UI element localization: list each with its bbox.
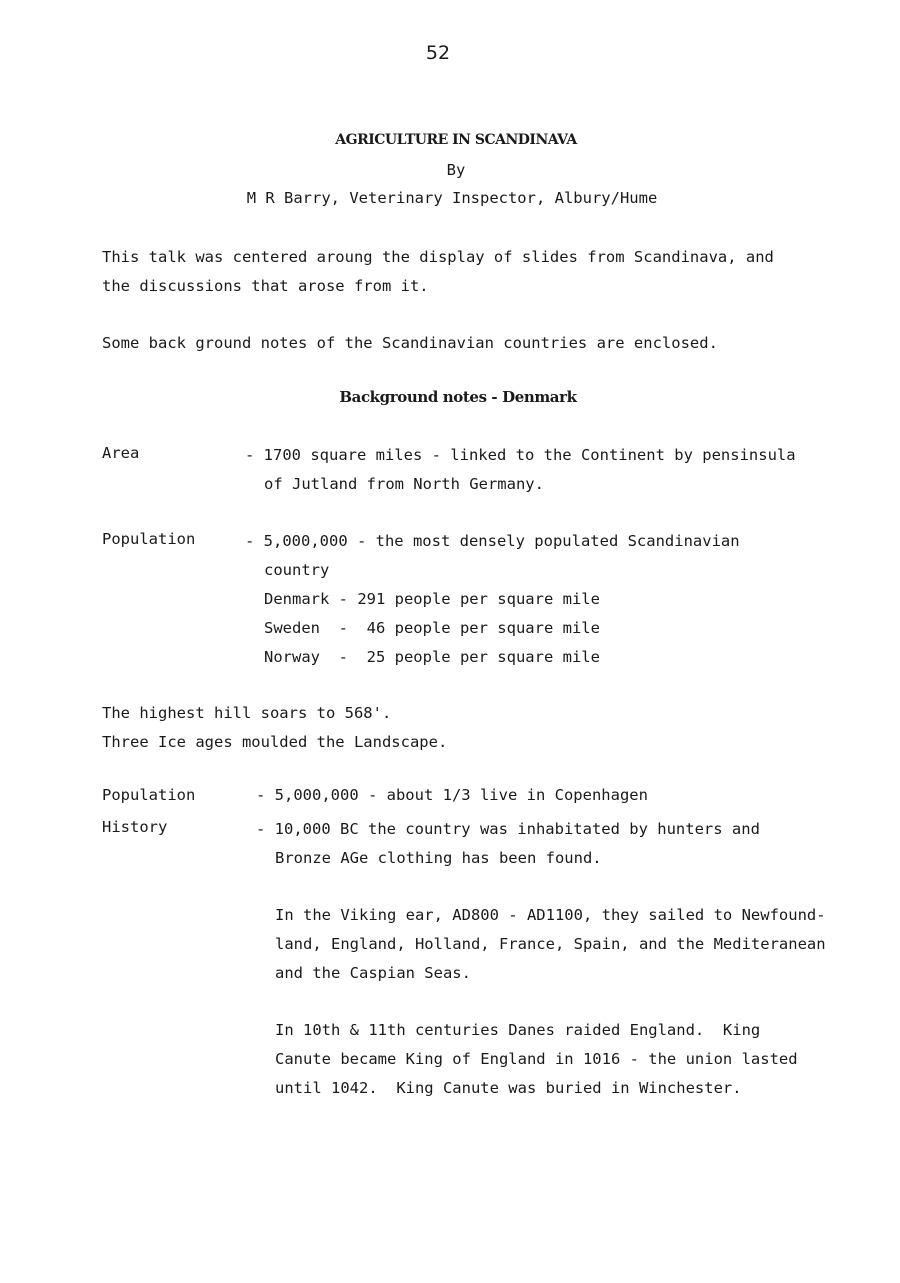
population-label: Population <box>102 530 196 548</box>
population-value <box>245 527 740 672</box>
area-label: Area <box>102 444 140 462</box>
landscape-line-2: Three Ice ages moulded the Landscape. <box>102 733 448 751</box>
population-norway: Norway - 25 people per square mile <box>264 648 600 666</box>
area-line-2: of Jutland from North Germany. <box>264 475 544 493</box>
population-line-1: - 5,000,000 - the most densely populated Scandinavian <box>245 532 740 550</box>
history-label: History <box>102 818 168 836</box>
viking-paragraph <box>275 901 826 988</box>
viking-line-1: In the Viking ear, AD800 - AD1100, they sailed to Newfound- <box>275 906 826 924</box>
byline: By <box>446 161 466 179</box>
author-line: M R Barry, Veterinary Inspector, Albury/Hume <box>246 189 658 207</box>
canute-line-1: In 10th & 11th centuries Danes raided England. King <box>275 1021 761 1039</box>
landscape-line-1: The highest hill soars to 568'. <box>102 704 392 722</box>
canute-paragraph <box>275 1016 798 1103</box>
background-note: Some back ground notes of the Scandinavian countries are enclosed. <box>102 334 718 352</box>
canute-line-3: until 1042. King Canute was buried in Winchester. <box>275 1079 742 1097</box>
history-value <box>256 815 760 873</box>
area-value <box>245 441 796 499</box>
history-line-2: Bronze AGe clothing has been found. <box>275 849 602 867</box>
viking-line-2: land, England, Holland, France, Spain, and the Mediteranean <box>275 935 826 953</box>
history-line-1: - 10,000 BC the country was inhabitated by hunters and <box>256 820 760 838</box>
population-line-2: country <box>264 561 330 579</box>
document-title: AGRICULTURE IN SCANDINAVA <box>335 132 577 148</box>
area-line-1: - 1700 square miles - linked to the Continent by pensinsula <box>245 446 796 464</box>
canute-line-2: Canute became King of England in 1016 - the union lasted <box>275 1050 798 1068</box>
population-label-2: Population <box>102 786 196 804</box>
population-value-2: - 5,000,000 - about 1/3 live in Copenhagen <box>256 786 648 804</box>
intro-line-2: the discussions that arose from it. <box>102 277 429 295</box>
section-heading: Background notes - Denmark <box>339 388 577 406</box>
landscape-paragraph <box>102 699 447 757</box>
intro-paragraph <box>102 243 774 301</box>
viking-line-3: and the Caspian Seas. <box>275 964 471 982</box>
population-sweden: Sweden - 46 people per square mile <box>264 619 600 637</box>
intro-line-1: This talk was centered aroung the display of slides from Scandinava, and <box>102 248 774 266</box>
population-denmark: Denmark - 291 people per square mile <box>264 590 600 608</box>
page-number: 52 <box>425 42 451 64</box>
